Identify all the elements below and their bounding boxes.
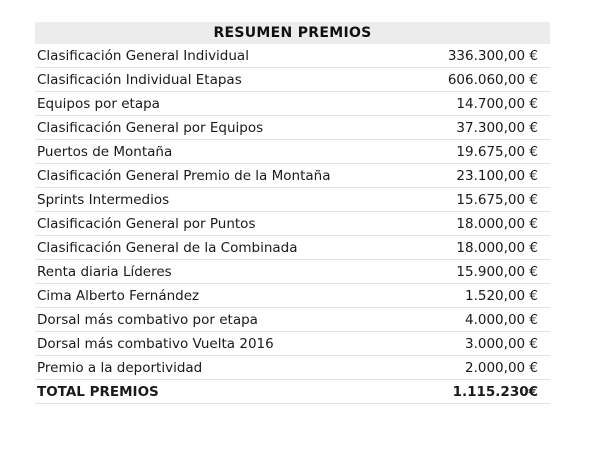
row-label: Clasificación General por Equipos xyxy=(37,119,264,136)
row-value: 18.000,00 € xyxy=(456,215,538,232)
row-value: 37.300,00 € xyxy=(456,119,538,136)
row-value: 4.000,00 € xyxy=(465,311,538,328)
row-label: Renta diaria Líderes xyxy=(37,263,172,280)
table-row xyxy=(35,356,550,380)
row-value: 15.900,00 € xyxy=(456,263,538,280)
row-label: Clasificación General Individual xyxy=(37,47,249,64)
row-value: 14.700,00 € xyxy=(456,95,538,112)
row-value: 3.000,00 € xyxy=(465,335,538,352)
total-value: 1.115.230€ xyxy=(452,383,538,400)
table-row xyxy=(35,44,550,68)
row-label: Premio a la deportividad xyxy=(37,359,203,376)
table-row xyxy=(35,332,550,356)
row-label: Equipos por etapa xyxy=(37,95,160,112)
table-row xyxy=(35,116,550,140)
row-label: Sprints Intermedios xyxy=(37,191,170,208)
row-value: 606.060,00 € xyxy=(447,71,538,88)
table-row xyxy=(35,212,550,236)
row-value: 18.000,00 € xyxy=(456,239,538,256)
row-value: 2.000,00 € xyxy=(465,359,538,376)
row-label: Puertos de Montaña xyxy=(37,143,173,160)
table-row xyxy=(35,236,550,260)
row-label: Clasificación General por Puntos xyxy=(37,215,256,232)
table-row xyxy=(35,92,550,116)
row-label: Dorsal más combativo Vuelta 2016 xyxy=(37,335,274,352)
row-label: Clasificación Individual Etapas xyxy=(37,71,242,88)
row-value: 23.100,00 € xyxy=(456,167,538,184)
row-value: 1.520,00 € xyxy=(465,287,538,304)
table-row xyxy=(35,140,550,164)
table-row xyxy=(35,284,550,308)
prize-summary-table xyxy=(35,22,550,404)
row-label: Cima Alberto Fernández xyxy=(37,287,200,304)
table-row xyxy=(35,260,550,284)
table-row xyxy=(35,308,550,332)
row-value: 19.675,00 € xyxy=(456,143,538,160)
row-label: Clasificación General Premio de la Montaña xyxy=(37,167,331,184)
table-title: RESUMEN PREMIOS xyxy=(35,22,550,44)
row-value: 336.300,00 € xyxy=(447,47,538,64)
row-value: 15.675,00 € xyxy=(456,191,538,208)
row-label: Clasificación General de la Combinada xyxy=(37,239,298,256)
row-label: Dorsal más combativo por etapa xyxy=(37,311,258,328)
table-row xyxy=(35,68,550,92)
table-row xyxy=(35,164,550,188)
table-row xyxy=(35,188,550,212)
total-label: TOTAL PREMIOS xyxy=(37,383,159,400)
total-row xyxy=(35,380,550,404)
